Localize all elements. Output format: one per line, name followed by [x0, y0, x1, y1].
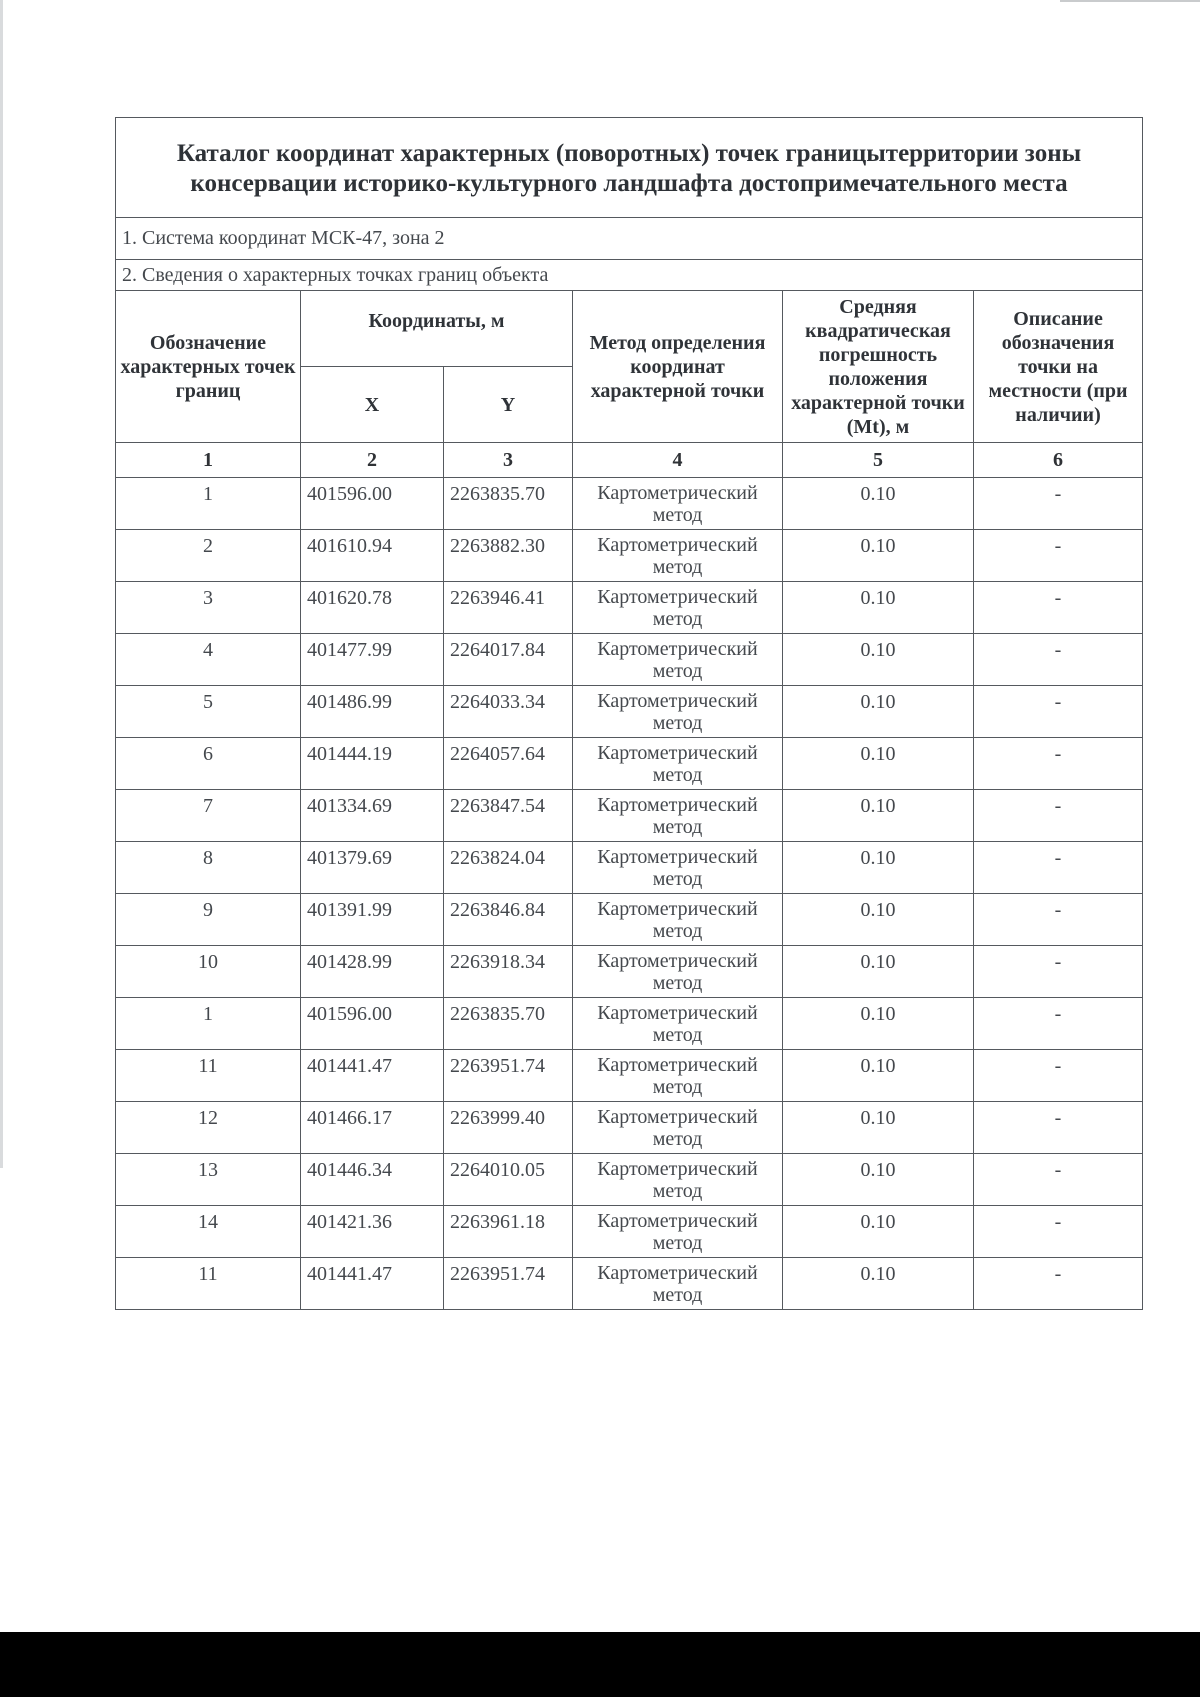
- x-coordinate-cell: 401428.99: [301, 946, 444, 998]
- point-number-cell: 4: [116, 634, 301, 686]
- method-cell: Картометрический метод: [573, 634, 783, 686]
- description-cell: -: [974, 998, 1143, 1050]
- mean-error-cell: 0.10: [783, 582, 974, 634]
- coordinate-catalog-document: [115, 117, 1142, 1310]
- point-number-cell: 7: [116, 790, 301, 842]
- description-cell: -: [974, 1206, 1143, 1258]
- y-coordinate-cell: 2263835.70: [444, 478, 573, 530]
- header-method: Метод определения координат характерной точки: [573, 291, 783, 443]
- table-row: [116, 946, 1143, 998]
- x-coordinate-cell: 401596.00: [301, 478, 444, 530]
- description-cell: -: [974, 946, 1143, 998]
- x-coordinate-cell: 401334.69: [301, 790, 444, 842]
- header-x: X: [301, 367, 444, 443]
- method-cell: Картометрический метод: [573, 894, 783, 946]
- method-cell: Картометрический метод: [573, 1154, 783, 1206]
- method-cell: Картометрический метод: [573, 738, 783, 790]
- y-coordinate-cell: 2263846.84: [444, 894, 573, 946]
- description-cell: -: [974, 1102, 1143, 1154]
- method-cell: Картометрический метод: [573, 790, 783, 842]
- mean-error-cell: 0.10: [783, 738, 974, 790]
- mean-error-cell: 0.10: [783, 478, 974, 530]
- x-coordinate-cell: 401421.36: [301, 1206, 444, 1258]
- method-cell: Картометрический метод: [573, 686, 783, 738]
- y-coordinate-cell: 2264010.05: [444, 1154, 573, 1206]
- mean-error-cell: 0.10: [783, 686, 974, 738]
- column-number: 2: [301, 443, 444, 478]
- mean-error-cell: 0.10: [783, 1154, 974, 1206]
- point-number-cell: 3: [116, 582, 301, 634]
- description-cell: -: [974, 894, 1143, 946]
- y-coordinate-cell: 2263951.74: [444, 1050, 573, 1102]
- x-coordinate-cell: 401466.17: [301, 1102, 444, 1154]
- header-description: Описание обозначения точки на местности (при наличии): [974, 291, 1143, 443]
- coordinate-catalog-table: [115, 117, 1143, 1310]
- y-coordinate-cell: 2263961.18: [444, 1206, 573, 1258]
- column-number: 1: [116, 443, 301, 478]
- y-coordinate-cell: 2263946.41: [444, 582, 573, 634]
- x-coordinate-cell: 401486.99: [301, 686, 444, 738]
- column-number-row: [116, 443, 1143, 478]
- method-cell: Картометрический метод: [573, 946, 783, 998]
- x-coordinate-cell: 401610.94: [301, 530, 444, 582]
- table-row: [116, 1258, 1143, 1310]
- y-coordinate-cell: 2263918.34: [444, 946, 573, 998]
- y-coordinate-cell: 2264033.34: [444, 686, 573, 738]
- point-number-cell: 11: [116, 1050, 301, 1102]
- description-cell: -: [974, 1050, 1143, 1102]
- table-row: [116, 894, 1143, 946]
- scan-edge-line: [1060, 0, 1200, 2]
- point-number-cell: 1: [116, 998, 301, 1050]
- x-coordinate-cell: 401444.19: [301, 738, 444, 790]
- mean-error-cell: 0.10: [783, 1050, 974, 1102]
- method-cell: Картометрический метод: [573, 530, 783, 582]
- scan-bottom-bar: [0, 1632, 1200, 1697]
- table-row: [116, 530, 1143, 582]
- point-number-cell: 10: [116, 946, 301, 998]
- description-cell: -: [974, 634, 1143, 686]
- point-number-cell: 13: [116, 1154, 301, 1206]
- x-coordinate-cell: 401620.78: [301, 582, 444, 634]
- document-title: Каталог координат характерных (поворотных) точек границытерритории зоны консервации историко-культурного ландшафта достопримечательного места: [116, 118, 1143, 218]
- y-coordinate-cell: 2263835.70: [444, 998, 573, 1050]
- header-coordinates: Координаты, м: [301, 291, 573, 367]
- table-row: [116, 582, 1143, 634]
- description-cell: -: [974, 530, 1143, 582]
- mean-error-cell: 0.10: [783, 1206, 974, 1258]
- table-row: [116, 1154, 1143, 1206]
- header-point-designation: Обозначение характерных точек границ: [116, 291, 301, 443]
- point-number-cell: 5: [116, 686, 301, 738]
- point-number-cell: 12: [116, 1102, 301, 1154]
- y-coordinate-cell: 2263882.30: [444, 530, 573, 582]
- y-coordinate-cell: 2263847.54: [444, 790, 573, 842]
- method-cell: Картометрический метод: [573, 1050, 783, 1102]
- method-cell: Картометрический метод: [573, 842, 783, 894]
- point-number-cell: 6: [116, 738, 301, 790]
- y-coordinate-cell: 2263999.40: [444, 1102, 573, 1154]
- mean-error-cell: 0.10: [783, 634, 974, 686]
- x-coordinate-cell: 401391.99: [301, 894, 444, 946]
- description-cell: -: [974, 686, 1143, 738]
- coordinate-system-line: 1. Система координат МСК-47, зона 2: [116, 218, 1143, 260]
- points-info-line: 2. Сведения о характерных точках границ объекта: [116, 260, 1143, 291]
- table-row: [116, 790, 1143, 842]
- point-number-cell: 1: [116, 478, 301, 530]
- method-cell: Картометрический метод: [573, 478, 783, 530]
- description-cell: -: [974, 790, 1143, 842]
- mean-error-cell: 0.10: [783, 790, 974, 842]
- description-cell: -: [974, 582, 1143, 634]
- description-cell: -: [974, 738, 1143, 790]
- x-coordinate-cell: 401596.00: [301, 998, 444, 1050]
- mean-error-cell: 0.10: [783, 894, 974, 946]
- method-cell: Картометрический метод: [573, 1258, 783, 1310]
- column-number: 6: [974, 443, 1143, 478]
- column-number: 3: [444, 443, 573, 478]
- point-number-cell: 2: [116, 530, 301, 582]
- mean-error-cell: 0.10: [783, 946, 974, 998]
- method-cell: Картометрический метод: [573, 1206, 783, 1258]
- scan-edge-shadow: [0, 0, 3, 1168]
- x-coordinate-cell: 401441.47: [301, 1050, 444, 1102]
- y-coordinate-cell: 2263951.74: [444, 1258, 573, 1310]
- x-coordinate-cell: 401446.34: [301, 1154, 444, 1206]
- table-row: [116, 842, 1143, 894]
- header-y: Y: [444, 367, 573, 443]
- y-coordinate-cell: 2264057.64: [444, 738, 573, 790]
- point-number-cell: 11: [116, 1258, 301, 1310]
- header-mean-error: Средняя квадратическая погрешность положения характерной точки (Mt), м: [783, 291, 974, 443]
- table-row: [116, 998, 1143, 1050]
- column-number: 5: [783, 443, 974, 478]
- mean-error-cell: 0.10: [783, 1102, 974, 1154]
- point-number-cell: 8: [116, 842, 301, 894]
- mean-error-cell: 0.10: [783, 1258, 974, 1310]
- table-row: [116, 478, 1143, 530]
- point-number-cell: 14: [116, 1206, 301, 1258]
- x-coordinate-cell: 401441.47: [301, 1258, 444, 1310]
- table-row: [116, 686, 1143, 738]
- table-row: [116, 1102, 1143, 1154]
- table-row: [116, 1050, 1143, 1102]
- method-cell: Картометрический метод: [573, 998, 783, 1050]
- y-coordinate-cell: 2263824.04: [444, 842, 573, 894]
- mean-error-cell: 0.10: [783, 842, 974, 894]
- y-coordinate-cell: 2264017.84: [444, 634, 573, 686]
- description-cell: -: [974, 1258, 1143, 1310]
- mean-error-cell: 0.10: [783, 530, 974, 582]
- mean-error-cell: 0.10: [783, 998, 974, 1050]
- table-row: [116, 738, 1143, 790]
- method-cell: Картометрический метод: [573, 582, 783, 634]
- description-cell: -: [974, 842, 1143, 894]
- table-row: [116, 634, 1143, 686]
- x-coordinate-cell: 401477.99: [301, 634, 444, 686]
- table-row: [116, 1206, 1143, 1258]
- description-cell: -: [974, 1154, 1143, 1206]
- column-number: 4: [573, 443, 783, 478]
- point-number-cell: 9: [116, 894, 301, 946]
- description-cell: -: [974, 478, 1143, 530]
- x-coordinate-cell: 401379.69: [301, 842, 444, 894]
- method-cell: Картометрический метод: [573, 1102, 783, 1154]
